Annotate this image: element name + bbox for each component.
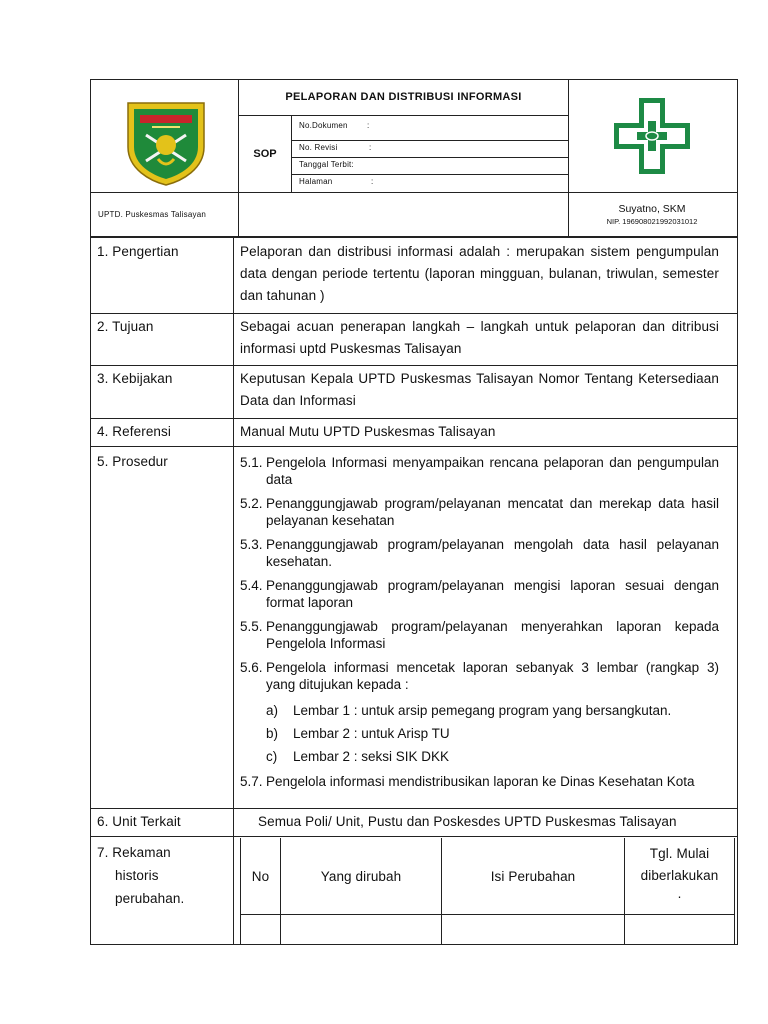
section-label-pengertian: 1. Pengertian [97, 244, 179, 259]
step-number: 5.4. [240, 578, 263, 593]
step-text: Penanggungjawab program/pelayanan mengisi laporan sesuai dengan format laporan [266, 578, 719, 610]
rekaman-label-line: historis [115, 868, 159, 883]
meta-sep: : [371, 177, 374, 186]
step-number: 5.1. [240, 455, 263, 470]
regional-logo [124, 101, 208, 187]
procedure-step [240, 659, 719, 693]
procedure-subitem [266, 702, 671, 719]
tgl-line: Tgl. Mulai [649, 846, 710, 861]
rekaman-label-line: perubahan. [115, 891, 185, 906]
step-text: Penanggungjawab program/pelayanan menyerahkan laporan kepada Pengelola Informasi [266, 619, 719, 651]
section-label-prosedur: 5. Prosedur [97, 454, 168, 469]
subitem-letter: c) [266, 749, 278, 764]
meta-label: No. Revisi [299, 143, 338, 152]
step-text: Pengelola informasi mencetak laporan sebanyak 3 lembar (rangkap 3) yang ditujukan kepada : [266, 660, 719, 692]
signer-name: Suyatno, SKM [618, 203, 686, 215]
procedure-step [240, 495, 719, 529]
subitem-text: Lembar 1 : untuk arsip pemegang program yang bersangkutan. [293, 703, 672, 718]
procedure-step [240, 773, 719, 790]
signer-nip: NIP. 196908021992031012 [606, 217, 698, 226]
section-label-tujuan: 2. Tujuan [97, 319, 154, 334]
history-header-no: No [251, 869, 270, 884]
subitem-letter: a) [266, 703, 279, 718]
meta-sep: : [367, 121, 370, 130]
meta-row-halaman [299, 177, 559, 186]
subitem-text: Lembar 2 : seksi SIK DKK [293, 749, 450, 764]
step-number: 5.6. [240, 660, 263, 675]
section-text-tujuan: Sebagai acuan penerapan langkah – langkah untuk pelaporan dan ditribusi informasi uptd Puskesmas Talisayan [240, 319, 719, 356]
step-text: Pengelola informasi mendistribusikan laporan ke Dinas Kesehatan Kota [266, 774, 695, 789]
step-text: Pengelola Informasi menyampaikan rencana pelaporan dan pengumpulan data [266, 455, 719, 487]
step-number: 5.5. [240, 619, 263, 634]
meta-row-no-dokumen [299, 121, 559, 130]
meta-label: No.Dokumen [299, 121, 348, 130]
section-label-kebijakan: 3. Kebijakan [97, 371, 173, 386]
procedure-step [240, 577, 719, 611]
procedure-subitem [266, 748, 449, 765]
meta-sep: : [369, 143, 372, 152]
meta-row-no-revisi [299, 143, 559, 152]
step-text: Penanggungjawab program/pelayanan mencatat dan merekap data hasil pelayanan kesehatan [266, 496, 719, 528]
section-text-kebijakan: Keputusan Kepala UPTD Puskesmas Talisayan Nomor Tentang Ketersediaan Data dan Informasi [240, 371, 719, 408]
step-number: 5.7. [240, 774, 263, 789]
step-number: 5.3. [240, 537, 263, 552]
tgl-line: diberlakukan [640, 868, 719, 883]
meta-row-tanggal-terbit [299, 160, 559, 169]
procedure-subitem [266, 725, 450, 742]
organization-name: UPTD. Puskesmas Talisayan [98, 210, 206, 219]
history-header-tgl-mulai [625, 843, 734, 901]
meta-label: Tanggal Terbit [299, 160, 352, 169]
section-label-referensi: 4. Referensi [97, 424, 171, 439]
history-header-isi-perubahan: Isi Perubahan [490, 869, 576, 884]
section-text-unit-terkait: Semua Poli/ Unit, Pustu dan Poskesdes UPTD Puskesmas Talisayan [258, 814, 677, 829]
procedure-step [240, 454, 719, 488]
procedure-step [240, 536, 719, 570]
sop-label: SOP [253, 148, 277, 160]
section-label-rekaman [97, 841, 184, 910]
subitem-text: Lembar 2 : untuk Arisp TU [293, 726, 450, 741]
section-text-referensi: Manual Mutu UPTD Puskesmas Talisayan [240, 424, 496, 439]
subitem-letter: b) [266, 726, 279, 741]
step-text: Penanggungjawab program/pelayanan mengolah data hasil pelayanan kesehatan. [266, 537, 719, 569]
history-header-yang-dirubah: Yang dirubah [320, 869, 402, 884]
procedure-step [240, 618, 719, 652]
section-text-pengertian: Pelaporan dan distribusi informasi adalah : merupakan sistem pengumpulan data dengan periode tertentu (laporan mingguan, bulanan, triwulan, semester dan tahunan ) [240, 244, 719, 303]
step-number: 5.2. [240, 496, 263, 511]
meta-sep: : [351, 160, 354, 169]
kemenkes-logo [611, 95, 693, 177]
document-title: PELAPORAN DAN DISTRIBUSI INFORMASI [285, 91, 522, 103]
tgl-line: . [677, 886, 682, 901]
rekaman-label-line: 7. Rekaman [97, 845, 171, 860]
meta-label: Halaman [299, 177, 333, 186]
section-label-unit-terkait: 6. Unit Terkait [97, 814, 181, 829]
